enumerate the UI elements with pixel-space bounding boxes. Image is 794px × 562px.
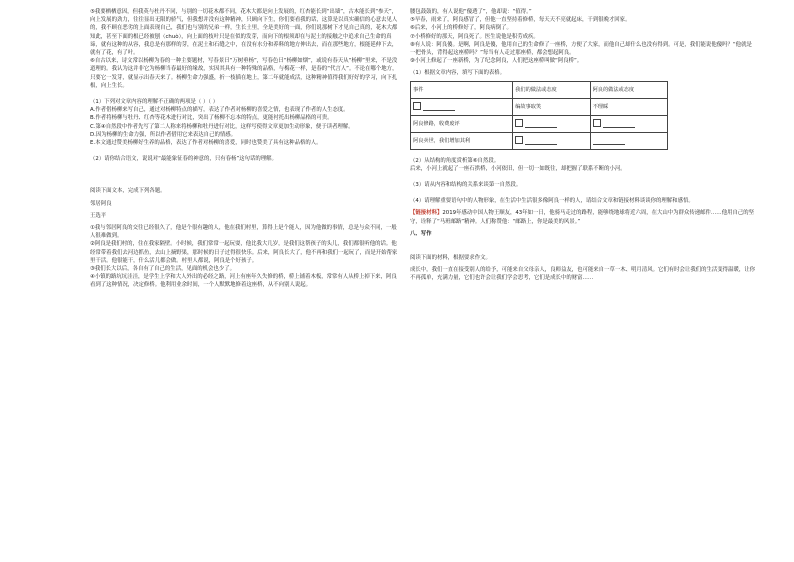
blank-line [525, 139, 557, 145]
question-2: （2）请你结合语文，说说对“最能象征春的神意的，只有春杨”这句话的理解。 [90, 156, 277, 163]
section-heading: 八、写作 [410, 230, 432, 237]
table-cell: 不理睬 [590, 98, 667, 115]
table-cell[interactable] [411, 98, 513, 115]
box-icon [515, 136, 523, 144]
table-header: 我们的做法或态度 [513, 81, 590, 98]
table-cell: 阿良修路，收费废评 [411, 115, 513, 132]
table-cell[interactable] [513, 115, 590, 132]
link-text: 2019年感动中国人物王顺友，43年如一日，他骑马走过的路程，能够绕地球将近六周，在大山中为群众传递邮件……他用自己的坚守，诠释了“马班邮路”精神。人们称赞他：“邮路上，你是最美的风景。” [410, 210, 755, 225]
box-icon [593, 119, 601, 127]
table-row [411, 98, 668, 115]
paragraph: 腰包鼓鼓的，有人说他“傻透了”，他却说：“值得。” [410, 9, 532, 15]
paragraph: ⑤我要栖栖意因，但我英与杜丹不同，与别的一切花木都不同，花木大都是向上发展的，红杏能长到“出墙”，古木能长到“参天”，向上发展的劲力，往往显出无限的骄气，但我想并没有这种精神，只顾向下生，你们要看我的话，这算是以真实确信的心意去见人的，我不顾在恶劣的上面表现自己，我们也与别的兄弟一样，生长土里，全是美好的一面，你们说那树下才见自己真的，花木大都知此，甚至下面的根已经被刨（chuò），向上面的枝叶只是在似的发芽，而向下的根须却在与泥土的接触之中追求自己生命的真谛，就有这种的从容，我总是有那样的芽，在泥土和石缝之中，在没有水分和养料的地方伸出去，而在那些地方，根能延伸下去，就有了花，有了叶。 [90, 9, 398, 57]
paragraph: ③我们长大以后，各自有了自己的生活，见面的机会也少了。 [90, 266, 235, 273]
article-author: 王选平 [90, 212, 107, 219]
blank-line [525, 122, 557, 128]
paragraph: ⑧有人说：阿良傻。是啊，阿良是傻，他用自己的生命修了一座桥，方便了大家，而他自己却什么也没有得到。可是，我们能说他傻吗？“他就是一把骨头，背得起这座桥吗？”每当有人走过那座桥，都会想起阿良。 [410, 41, 752, 57]
table-header: 事件 [411, 81, 513, 98]
blank-line [423, 105, 455, 111]
reading-instruction: 阅读下面文本，完成下列各题。 [90, 188, 166, 195]
question-3: （3）请从内容和结构的关系来谈第一自然段。 [410, 182, 522, 189]
paragraph: ⑨小河上修起了一座新桥，为了纪念阿良，人们把这座桥叫做“阿良桥”。 [410, 58, 583, 65]
question-1: （1）下列对文章内容的理解不正确的两项是（ ）（ ） [90, 99, 219, 106]
option-c: C.第④自然段中作者先写了第二人称来将杨柳和牡丹进行对比，这样写使得文章更加生动形象，便于读者理解。 [90, 123, 354, 130]
link-material [410, 209, 755, 225]
option-a: A.作者借杨柳来写自己，通过对杨柳特点的描写，表达了作者对杨柳的喜爱之情，也表现了作者的人生态度。 [90, 107, 349, 114]
box-icon [413, 102, 421, 110]
paragraph: ②阿良是我们村的，住在我家隔壁。小时候，我们常常一起玩耍，他比我大几岁，是我们这帮孩子的头儿，我们都很听他的话。他经常带着我们去河边抓鱼，去山上摘野果，那时候的日子过得很快乐。后来，阿良长大了，他不再和我们一起玩了，而是开始帮家里干活。他很能干，什么活儿都会做。村里人都说，阿良是个好孩子。 [90, 241, 398, 264]
table-cell[interactable] [590, 132, 667, 149]
article-title: 邻居阿良 [90, 200, 112, 207]
table-cell: 编故事取笑 [513, 98, 590, 115]
paragraph: ⑥自古以来，诗文常以杨柳为春的一种主要题材，写春景曰“万树垂杨”，写春色曰“杨柳如烟”，或说有春天从“杨柳”里来，不是没道理的。我认为这并非它为杨柳当春最好的缘故，实因其具有一种特殊的品格，与梅花一样，是春的“代言人”。不论在哪个地方，只要它一发芽，就显示出春天来了。杨柳生命力强盛，折一枝插在地上，第二年就能成活，这种精神值得我们好好的学习，向下扎根，向上生长。 [90, 58, 398, 89]
paragraph: ⑥后来，小河上的桥修好了，阿良病倒了。 [410, 25, 512, 32]
option-b: B.作者将杨柳与牡丹、红杏等花木进行对比，突出了杨柳不忘本的特点，更能衬托出杨柳品格的可贵。 [90, 115, 333, 122]
table-cell[interactable] [590, 115, 667, 132]
option-d: D.因为杨柳的生命力强，所以作者借用它来表达自己的情感。 [90, 131, 237, 138]
table-header-row [411, 81, 668, 98]
box-icon [515, 119, 523, 127]
question-1: （1）根据文章内容，填写下面的表格。 [410, 70, 506, 77]
quoted-text: 后来，小河上就起了一座石拱桥，小河依旧，但一切一如既往，却把握了联系不断的小河。 [410, 165, 626, 172]
writing-intro: 阅读下面的材料，根据要求作文。 [410, 255, 491, 262]
question-2: （2）从结构的角度赏析第⑥自然段。 [410, 157, 500, 164]
table-row [411, 115, 668, 132]
writing-prompt: 成长中，我们一直在接受别人的给予，可能来自父母亲人，良师益友，也可能来自一草一木、明月清风。它们有时会让我们的生活变得温暖，让你不再孤单，充满力量，它们也许会让我们学会思考，它们是成长中的财富…… [410, 267, 756, 282]
right-column [410, 8, 755, 283]
table-cell[interactable] [513, 132, 590, 149]
blank-line [603, 122, 635, 128]
table-header: 阿良的做法或态度 [590, 81, 667, 98]
question-4: （4）请理解重要语句中的人物形象，在生活中生活很多像阿良一样的人，请结合文章和链接材料谈谈你的理解和感悟。 [410, 198, 694, 205]
link-label: 【链接材料】 [410, 210, 443, 217]
blank-line [593, 139, 625, 145]
paragraph: ⑤早春，雨来了，阿良感冒了，但他一直坚持着修桥，每天天不亮就起床，干到很晚才回家。 [410, 17, 631, 24]
table-cell: 阿良卖世，我们增加其利 [411, 132, 513, 149]
table-row [411, 132, 668, 149]
left-column [90, 8, 400, 290]
paragraph: ⑦小桥修好的那天，阿良死了。医生说他是积劳成疾。 [410, 33, 539, 40]
paragraph: ④小镇的路坑坑洼洼，是学生上学和大人外出的必经之路，河上有座年久失修的桥，桥上铺着木板，常常有人从桥上掉下来，阿良看到了这种情况，决定修桥。他利用业余时间，一个人默默地修着这座桥，从不向别人说起。 [90, 274, 397, 289]
paragraph: ①我与邻居阿良的交往已经很久了，他是个很有趣的人，他在我们村里，算得上是个能人，因为他做的事情，总是与众不同，一般人很难做到。 [90, 225, 397, 240]
option-e: E.本文通过赞美杨柳好生养的品格，表达了作者对杨柳的喜爱，同时也赞美了具有这种品格的人。 [90, 140, 322, 147]
answer-table [410, 81, 668, 150]
